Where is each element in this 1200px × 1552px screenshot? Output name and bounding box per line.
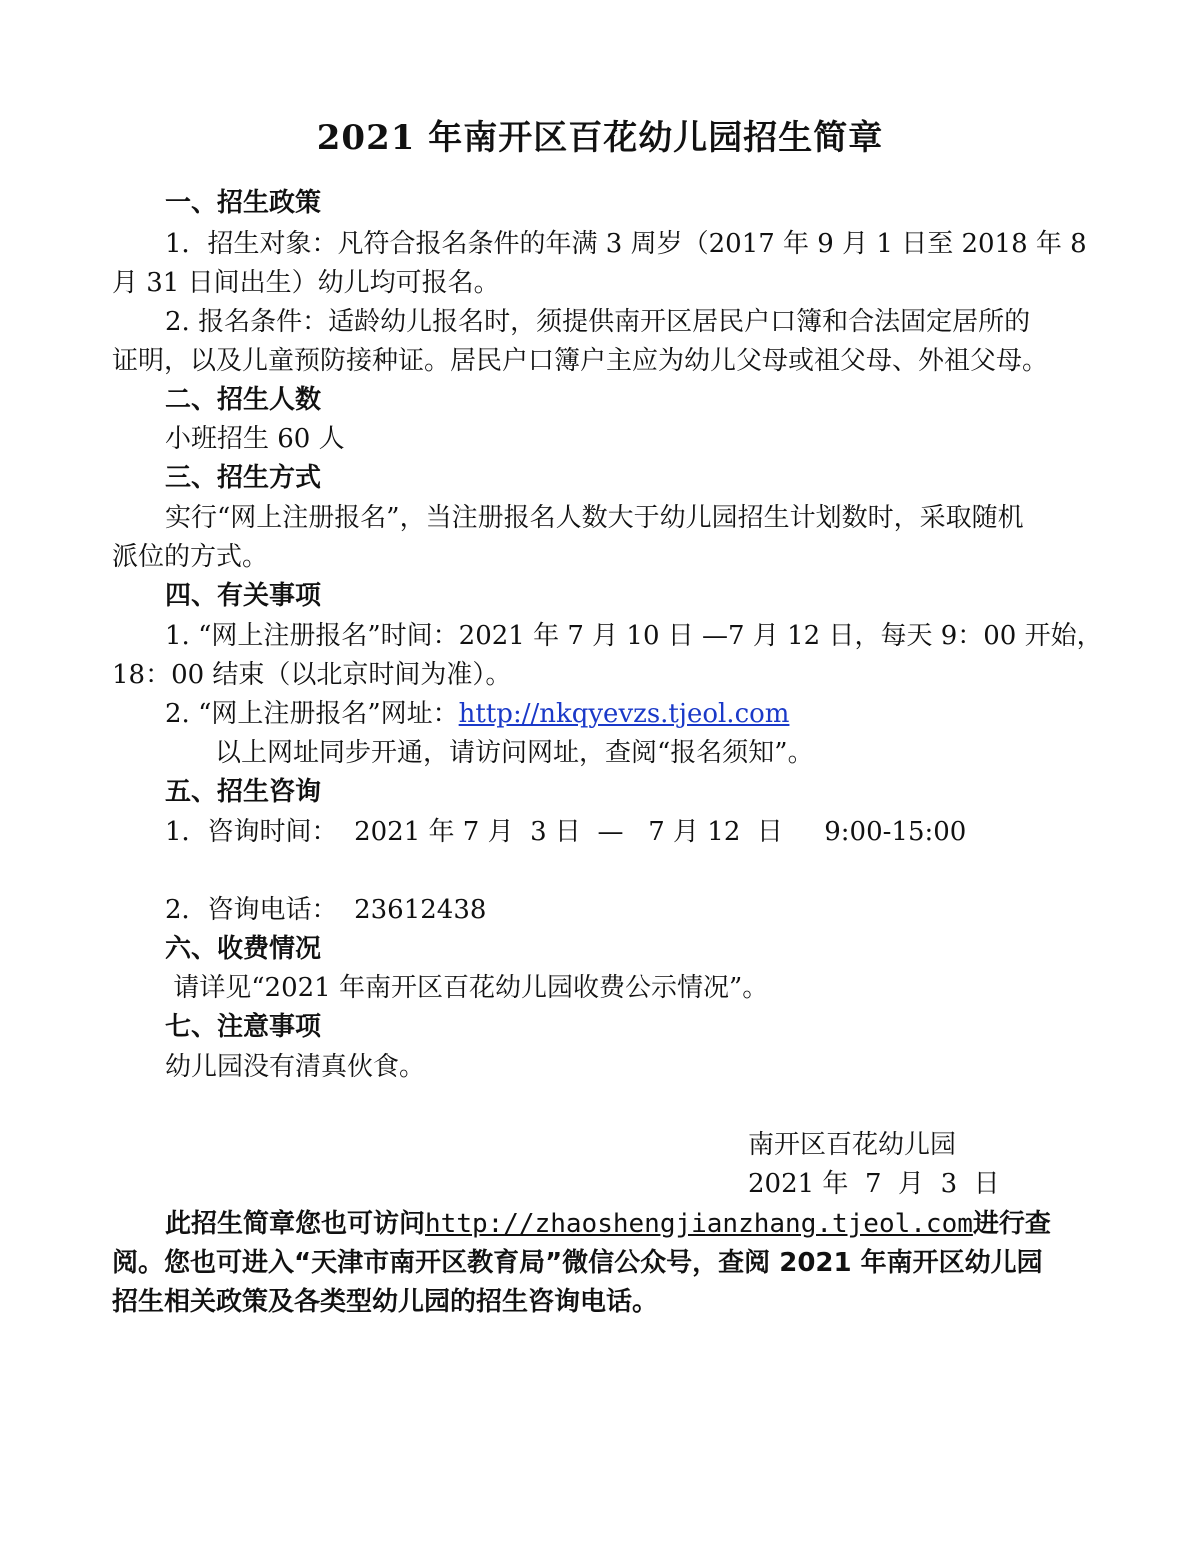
matters-url-prefix: 2. “网上注册报名”网址：: [165, 699, 459, 729]
page-title: 2021 年南开区百花幼儿园招生简章: [316, 118, 884, 158]
notes-line-1: 幼儿园没有清真伙食。: [165, 1052, 426, 1082]
method-line-2: 派位的方式。: [112, 542, 269, 572]
footer-prefix: 此招生简章您也可访问: [165, 1209, 426, 1239]
section-heading-notes: 七、注意事项: [165, 1012, 322, 1042]
matters-url-line: [165, 698, 789, 730]
matters-line-2: 18：00 结束（以北京时间为准）。: [112, 660, 512, 690]
section-heading-policy: 一、招生政策: [165, 188, 322, 218]
section-heading-matters: 四、有关事项: [165, 581, 322, 611]
policy-line-1: 1．招生对象：凡符合报名条件的年满 3 周岁（2017 年 9 月 1 日至 2018 年 8: [165, 229, 1087, 259]
footer-suffix: 进行查: [972, 1209, 1051, 1239]
footer-line-1: [165, 1208, 1051, 1240]
policy-line-4: 证明，以及儿童预防接种证。居民户口簿户主应为幼儿父母或祖父母、外祖父母。: [112, 346, 1049, 376]
signature-date: 2021 年 7 月 3 日: [748, 1169, 1000, 1199]
footer-line-3: 招生相关政策及各类型幼儿园的招生咨询电话。: [112, 1287, 659, 1317]
policy-line-2: 月 31 日间出生）幼儿均可报名。: [112, 268, 500, 298]
consult-phone-line: 2．咨询电话： 23612438: [165, 895, 487, 925]
signature-org: 南开区百花幼儿园: [748, 1130, 957, 1160]
matters-url-note: 以上网址同步开通，请访问网址，查阅“报名须知”。: [215, 738, 814, 768]
footer-line-2: 阅。您也可进入“天津市南开区教育局”微信公众号，查阅 2021 年南开区幼儿园: [112, 1248, 1043, 1278]
consult-time-line: 1．咨询时间： 2021 年 7 月 3 日 — 7 月 12 日 9:00-15:00: [165, 817, 967, 847]
section-heading-consult: 五、招生咨询: [165, 777, 322, 807]
section-heading-fees: 六、收费情况: [165, 934, 322, 964]
registration-url-link[interactable]: http://nkqyevzs.tjeol.com: [458, 699, 790, 729]
method-line-1: 实行“网上注册报名”，当注册报名人数大于幼儿园招生计划数时，采取随机: [165, 503, 1024, 533]
policy-line-3: 2. 报名条件：适龄幼儿报名时，须提供南开区居民户口簿和合法固定居所的: [165, 307, 1031, 337]
footer-url-link[interactable]: http://zhaoshengjianzhang.tjeol.com: [425, 1209, 973, 1239]
section-heading-method: 三、招生方式: [165, 463, 322, 493]
matters-line-1: 1. “网上注册报名”时间：2021 年 7 月 10 日 —7 月 12 日，每天 9：00 开始，: [165, 621, 1103, 651]
section-heading-quota: 二、招生人数: [165, 385, 322, 415]
fees-line-1: 请详见“2021 年南开区百花幼儿园收费公示情况”。: [165, 973, 769, 1003]
quota-line-1: 小班招生 60 人: [165, 424, 345, 454]
